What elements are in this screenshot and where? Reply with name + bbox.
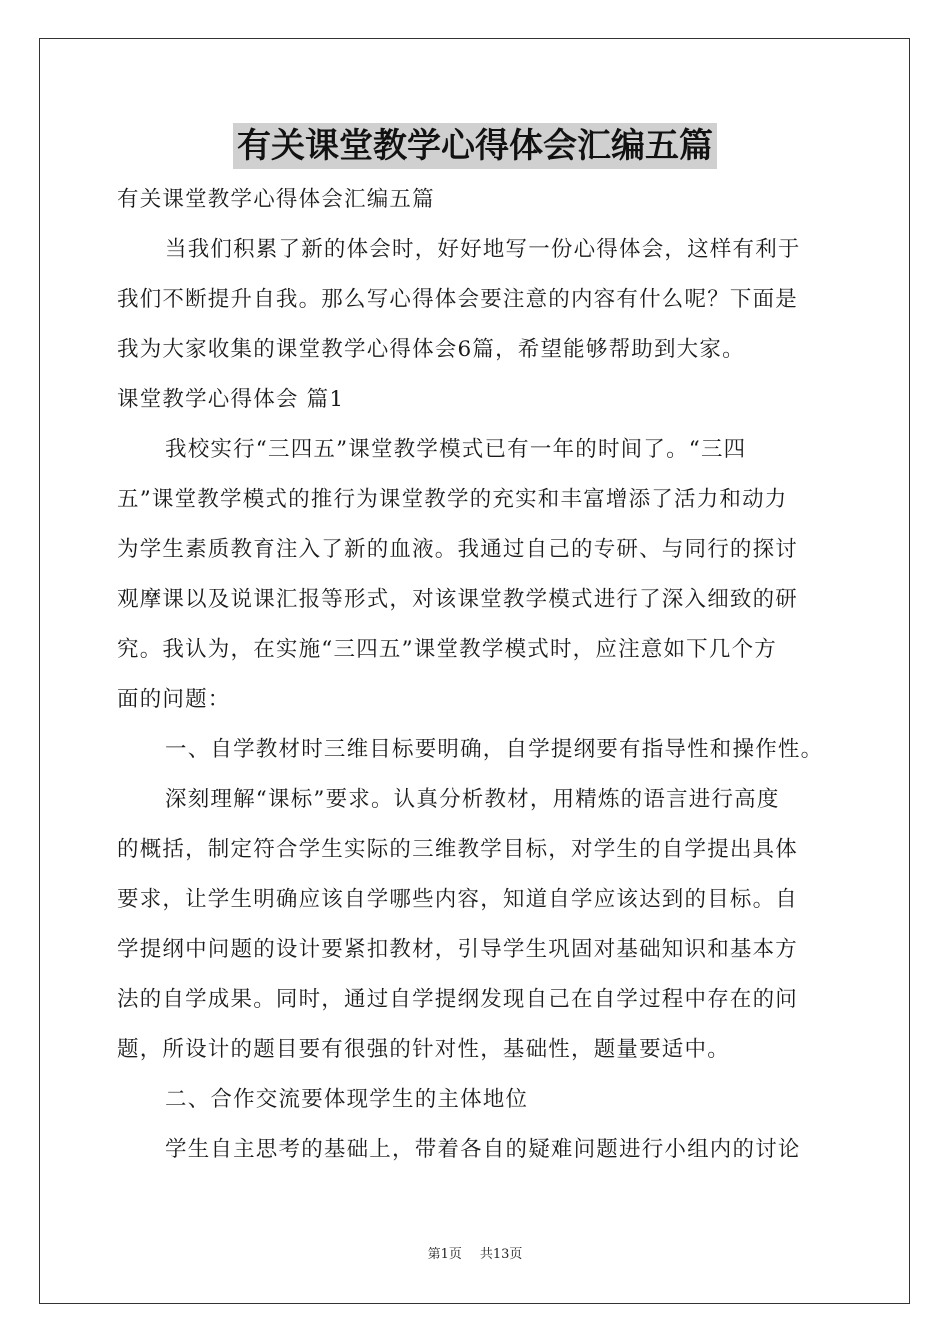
- paragraph-line: 学生自主思考的基础上，带着各自的疑难问题进行小组内的讨论: [165, 1137, 801, 1162]
- point-heading: 二、合作交流要体现学生的主体地位: [165, 1087, 529, 1112]
- page-footer: [0, 1247, 950, 1263]
- page-total: 共13页: [479, 1247, 523, 1262]
- paragraph-line: 学提纲中问题的设计要紧扣教材，引导学生巩固对基础知识和基本方: [117, 937, 799, 962]
- page-border: [39, 38, 910, 1304]
- paragraph-line: 面的问题：: [117, 687, 231, 712]
- paragraph-line: 要求，让学生明确应该自学哪些内容，知道自学应该达到的目标。自: [117, 887, 799, 912]
- subtitle-line: 有关课堂教学心得体会汇编五篇: [117, 187, 435, 212]
- point-heading: 一、自学教材时三维目标要明确，自学提纲要有指导性和操作性。: [165, 737, 824, 762]
- section-heading: 课堂教学心得体会 篇1: [117, 387, 345, 412]
- paragraph-line: 我为大家收集的课堂教学心得体会6篇，希望能够帮助到大家。: [117, 337, 745, 362]
- paragraph-line: 究。我认为，在实施“三四五”课堂教学模式时，应注意如下几个方: [117, 637, 777, 662]
- paragraph-line: 题，所设计的题目要有很强的针对性，基础性，题量要适中。: [117, 1037, 730, 1062]
- paragraph-line: 为学生素质教育注入了新的血液。我通过自己的专研、与同行的探讨: [117, 537, 799, 562]
- title-container: [0, 123, 950, 169]
- paragraph-line: 深刻理解“课标”要求。认真分析教材，用精炼的语言进行高度: [165, 787, 780, 812]
- paragraph-line: 法的自学成果。同时，通过自学提纲发现自己在自学过程中存在的问: [117, 987, 799, 1012]
- paragraph-line: 我们不断提升自我。那么写心得体会要注意的内容有什么呢？下面是: [117, 287, 799, 312]
- paragraph-line: 的概括，制定符合学生实际的三维教学目标，对学生的自学提出具体: [117, 837, 799, 862]
- paragraph-line: 观摩课以及说课汇报等形式，对该课堂教学模式进行了深入细致的研: [117, 587, 799, 612]
- paragraph-line: 我校实行“三四五”课堂教学模式已有一年的时间了。“三四: [165, 437, 747, 462]
- document-title: 有关课堂教学心得体会汇编五篇: [233, 123, 717, 169]
- paragraph-line: 当我们积累了新的体会时，好好地写一份心得体会，这样有利于: [165, 237, 801, 262]
- paragraph-line: 五”课堂教学模式的推行为课堂教学的充实和丰富增添了活力和动力: [117, 487, 788, 512]
- page-number: 第1页: [427, 1247, 462, 1262]
